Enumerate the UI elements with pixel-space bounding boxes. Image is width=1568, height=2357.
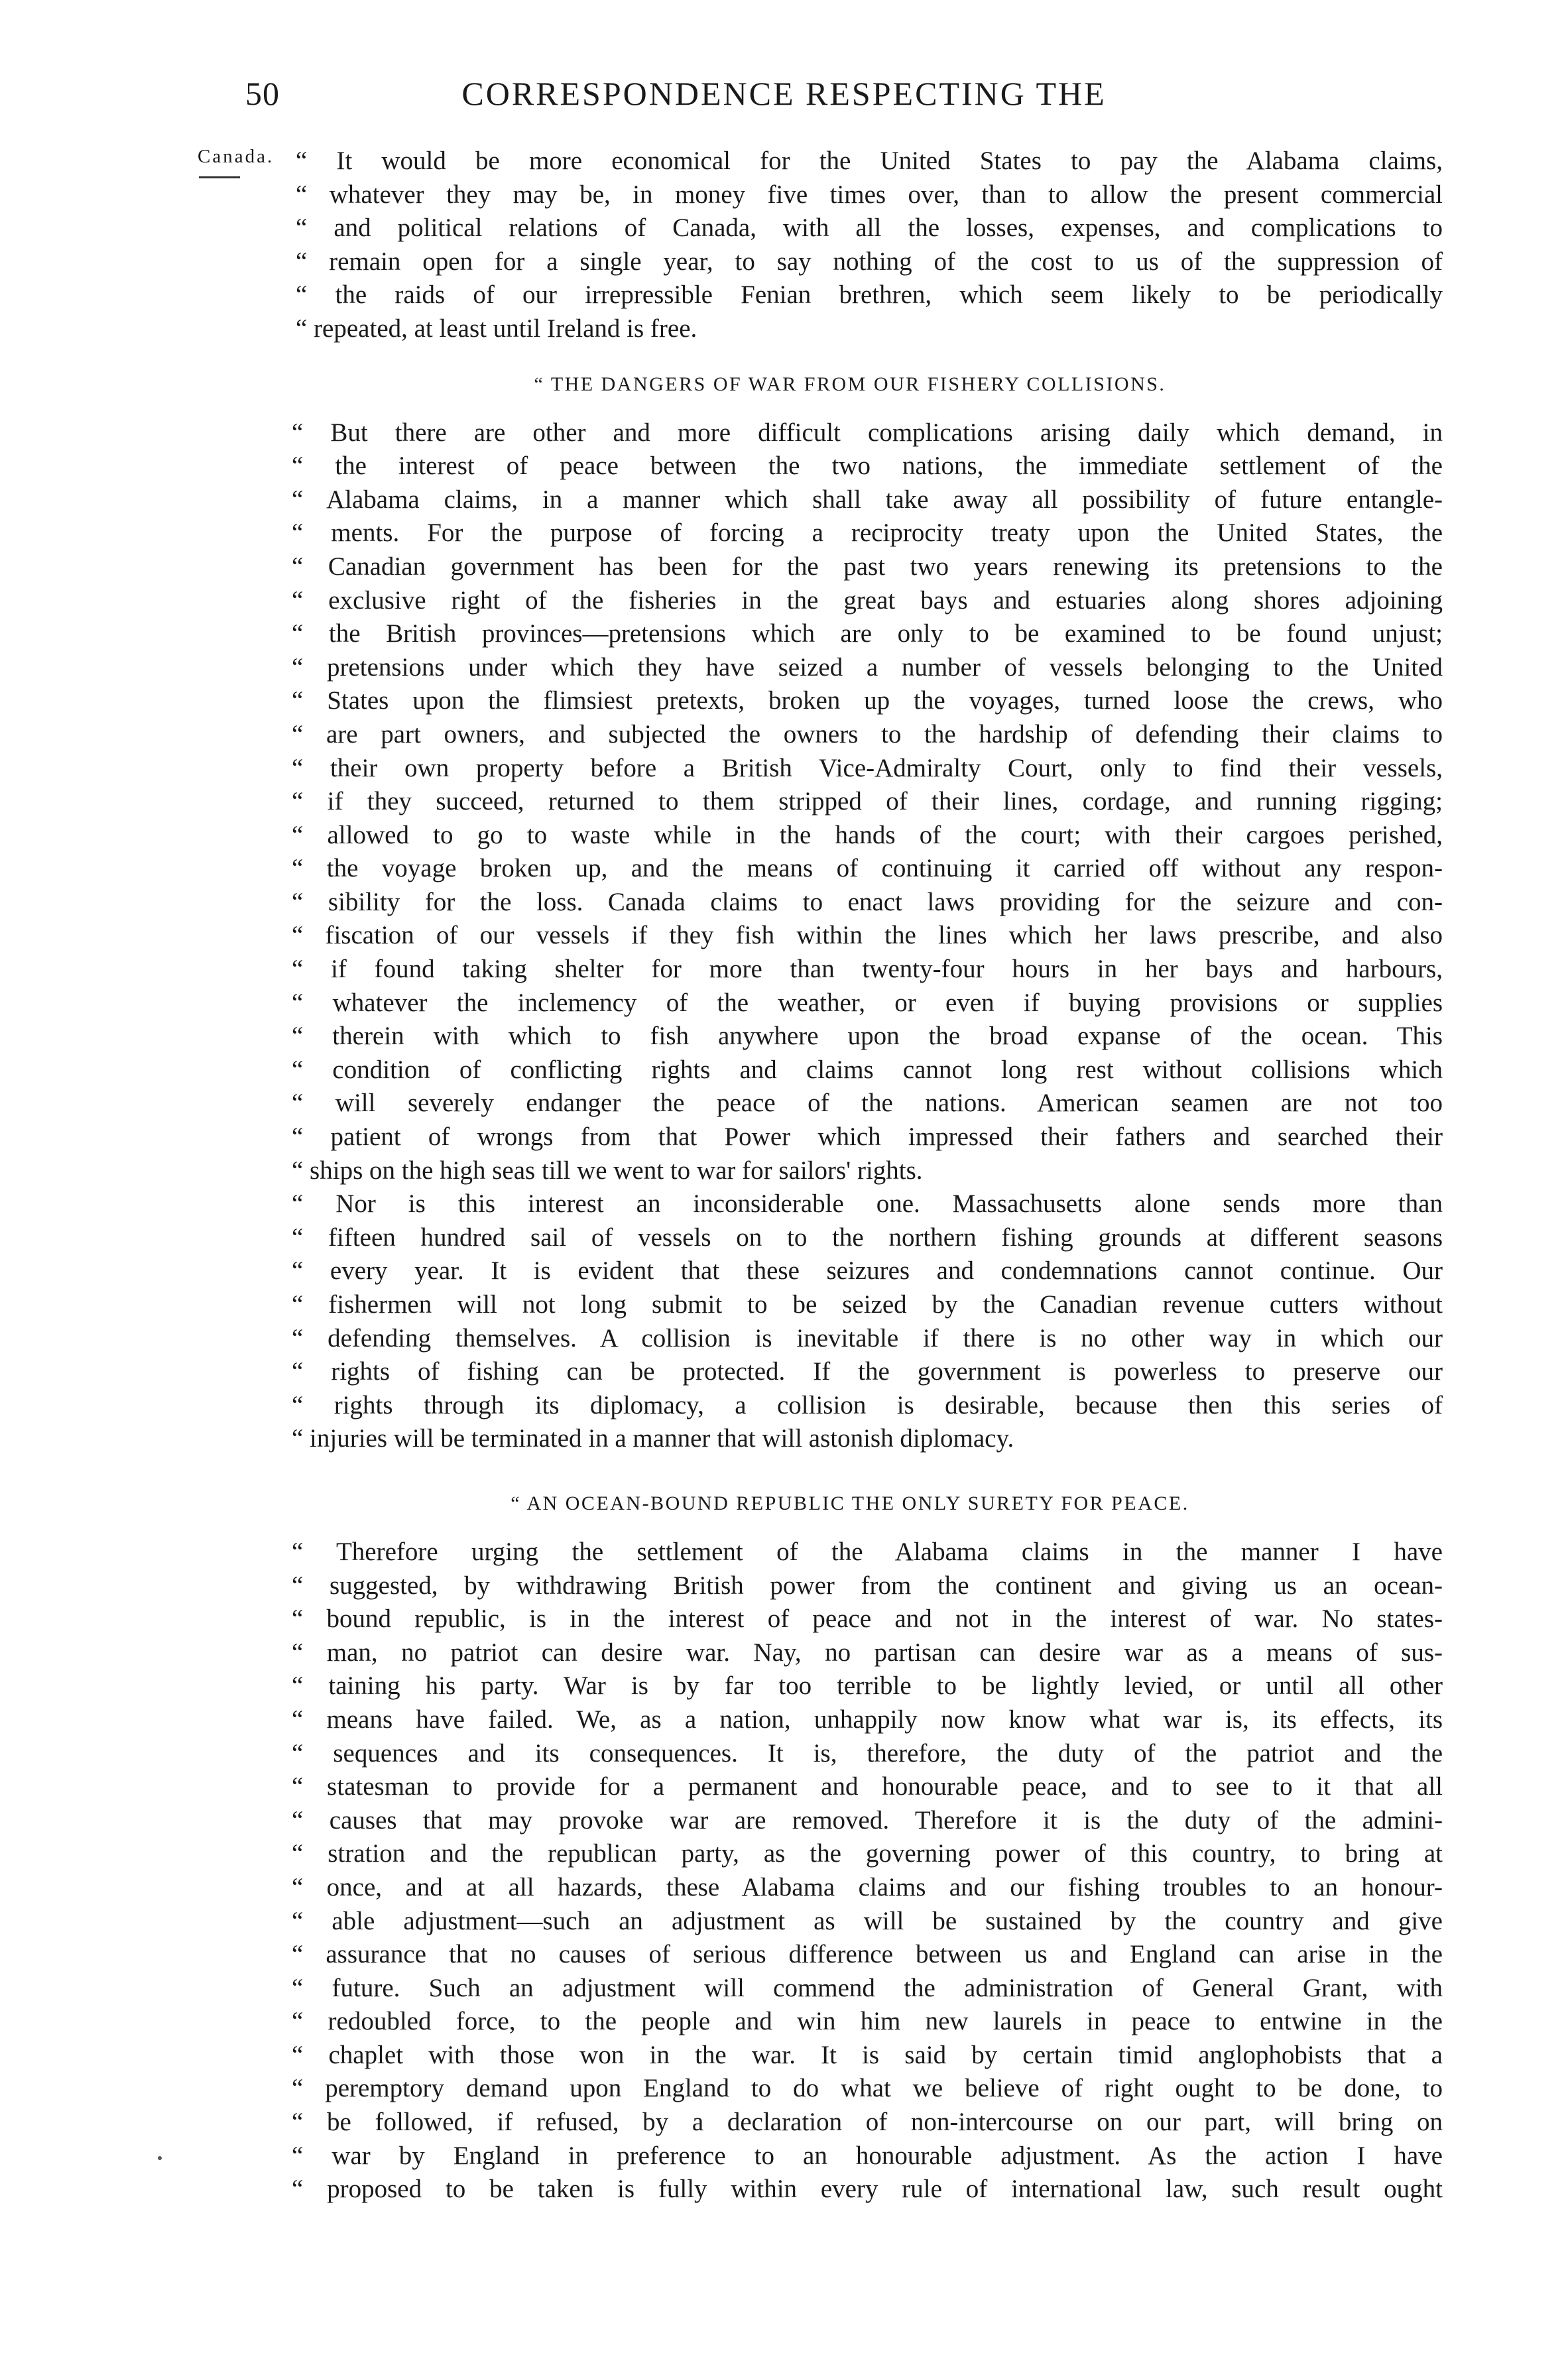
text-line: “ war by England in preference to an honourable adjustment. As the action I have <box>292 2141 1443 2170</box>
section-heading-fishery: “ THE DANGERS OF WAR FROM OUR FISHERY COLLISIONS. <box>534 373 1166 395</box>
text-line: “ exclusive right of the fisheries in the great bays and estuaries along shores adjoining <box>292 585 1443 615</box>
text-line: “ injuries will be terminated in a manner that will astonish diplomacy. <box>292 1424 1014 1453</box>
text-line: “ ments. For the purpose of forcing a reciprocity treaty upon the United States, the <box>292 518 1443 548</box>
text-line: “ pretensions under which they have seized a number of vessels belonging to the United <box>292 652 1443 682</box>
text-line: “ if they succeed, returned to them stripped of their lines, cordage, and running rigging; <box>292 787 1443 816</box>
text-line: “ suggested, by withdrawing British power from the continent and giving us an ocean- <box>292 1571 1443 1600</box>
text-line: “ whatever they may be, in money five times over, than to allow the present commercial <box>296 180 1443 209</box>
text-line: “ the raids of our irrepressible Fenian brethren, which seem likely to be periodically <box>296 280 1443 310</box>
text-line: “ assurance that no causes of serious difference between us and England can arise in the <box>292 1940 1443 1969</box>
text-line: “ peremptory demand upon England to do what we believe of right ought to be done, to <box>292 2074 1443 2103</box>
text-line: “ bound republic, is in the interest of peace and not in the interest of war. No states- <box>292 1604 1443 1634</box>
text-line: “ States upon the flimsiest pretexts, broken up the voyages, turned loose the crews, who <box>292 686 1443 715</box>
paragraph-massachusetts-interest <box>257 1187 1443 1456</box>
text-line: “ fiscation of our vessels if they fish within the lines which her laws prescribe, and also <box>292 921 1443 950</box>
text-line: “ are part owners, and subjected the owners to the hardship of defending their claims to <box>292 719 1443 749</box>
print-speck <box>158 2156 162 2160</box>
text-line: “ patient of wrongs from that Power which impressed their fathers and searched their <box>292 1122 1443 1152</box>
text-line: “ redoubled force, to the people and win him new laurels in peace to entwine in the <box>292 2007 1443 2036</box>
paragraph-intro <box>257 145 1443 346</box>
text-line: “ future. Such an adjustment will commend the administration of General Grant, with <box>292 1973 1443 2002</box>
margin-rule <box>199 176 240 178</box>
text-line: “ once, and at all hazards, these Alabama claims and our fishing troubles to an honour- <box>292 1872 1443 1902</box>
text-line: “ But there are other and more difficult complications arising daily which demand, in <box>292 418 1443 447</box>
text-line: “ will severely endanger the peace of the nations. American seamen are not too <box>292 1089 1443 1118</box>
section-heading-ocean-bound-republic: “ AN OCEAN-BOUND REPUBLIC THE ONLY SURETY FOR PEACE. <box>511 1492 1189 1514</box>
text-line: “ stration and the republican party, as the governing power of this country, to bring at <box>292 1839 1443 1868</box>
text-line: “ Alabama claims, in a manner which shall take away all possibility of future entangle- <box>292 485 1443 514</box>
running-title: CORRESPONDENCE RESPECTING THE <box>461 75 1107 112</box>
text-line: “ defending themselves. A collision is inevitable if there is no other way in which our <box>292 1323 1443 1353</box>
text-line: “ able adjustment—such an adjustment as will be sustained by the country and give <box>292 1906 1443 1935</box>
paragraph-fishery-complications <box>257 416 1443 1188</box>
text-line: “ Nor is this interest an inconsiderable one. Massachusetts alone sends more than <box>292 1189 1443 1219</box>
text-line: “ if found taking shelter for more than twenty-four hours in her bays and harbours, <box>292 955 1443 984</box>
text-line: “ proposed to be taken is fully within every rule of international law, such result ought <box>292 2175 1443 2204</box>
text-line: “ ships on the high seas till we went to war for sailors' rights. <box>292 1156 923 1185</box>
text-line: “ taining his party. War is by far too terrible to be lightly levied, or until all other <box>292 1671 1443 1701</box>
text-line: “ therein with which to fish anywhere upon the broad expanse of the ocean. This <box>292 1022 1443 1051</box>
text-line: “ every year. It is evident that these seizures and condemnations cannot continue. Our <box>292 1256 1443 1286</box>
text-line: “ It would be more economical for the United States to pay the Alabama claims, <box>296 147 1443 175</box>
page-header <box>0 74 1568 127</box>
text-line: “ rights of fishing can be protected. If the government is powerless to preserve our <box>292 1357 1443 1386</box>
text-line: “ and political relations of Canada, with all the losses, expenses, and complications to <box>296 213 1443 243</box>
text-line: “ chaplet with those won in the war. It is said by certain timid anglophobists that a <box>292 2040 1443 2069</box>
text-line: “ the interest of peace between the two nations, the immediate settlement of the <box>292 452 1443 481</box>
text-line: “ statesman to provide for a permanent and honourable peace, and to see to it that all <box>292 1772 1443 1801</box>
text-line: “ fishermen will not long submit to be seized by the Canadian revenue cutters without <box>292 1290 1443 1319</box>
text-line: “ causes that may provoke war are removed. Therefore it is the duty of the admini- <box>292 1805 1443 1835</box>
text-line: “ be followed, if refused, by a declaration of non-intercourse on our part, will bring on <box>292 2108 1443 2137</box>
paragraph-settlement-urging <box>257 1536 1443 2206</box>
text-line: “ Canadian government has been for the past two years renewing its pretensions to the <box>292 552 1443 581</box>
page-number: 50 <box>245 75 280 112</box>
body-text <box>257 145 1443 2206</box>
text-line: “ repeated, at least until Ireland is free. <box>296 314 697 343</box>
text-line: “ means have failed. We, as a nation, unhappily now know what war is, its effects, its <box>292 1705 1443 1734</box>
text-line: “ man, no patriot can desire war. Nay, no partisan can desire war as a means of sus- <box>292 1638 1443 1667</box>
text-line: “ sequences and its consequences. It is, therefore, the duty of the patriot and the <box>292 1738 1443 1768</box>
text-line: “ rights through its diplomacy, a collision is desirable, because then this series of <box>292 1390 1443 1420</box>
text-line: “ fifteen hundred sail of vessels on to the northern fishing grounds at different seasons <box>292 1223 1443 1252</box>
text-line: “ Therefore urging the settlement of the Alabama claims in the manner I have <box>292 1537 1443 1566</box>
text-line: “ the British provinces—pretensions which are only to be examined to be found unjust; <box>292 619 1443 648</box>
text-line: “ whatever the inclemency of the weather, or even if buying provisions or supplies <box>292 988 1443 1017</box>
text-line: “ the voyage broken up, and the means of continuing it carried off without any respon- <box>292 854 1443 883</box>
text-line: “ condition of conflicting rights and claims cannot long rest without collisions which <box>292 1055 1443 1084</box>
margin-note: Canada. <box>198 146 274 167</box>
section-gap <box>257 1456 1443 1465</box>
text-line: “ their own property before a British Vice-Admiralty Court, only to find their vessels, <box>292 753 1443 782</box>
text-line: “ allowed to go to waste while in the hands of the court; with their cargoes perished, <box>292 820 1443 849</box>
text-line: “ sibility for the loss. Canada claims to enact laws providing for the seizure and con- <box>292 887 1443 916</box>
text-line: “ remain open for a single year, to say nothing of the cost to us of the suppression of <box>296 247 1443 276</box>
